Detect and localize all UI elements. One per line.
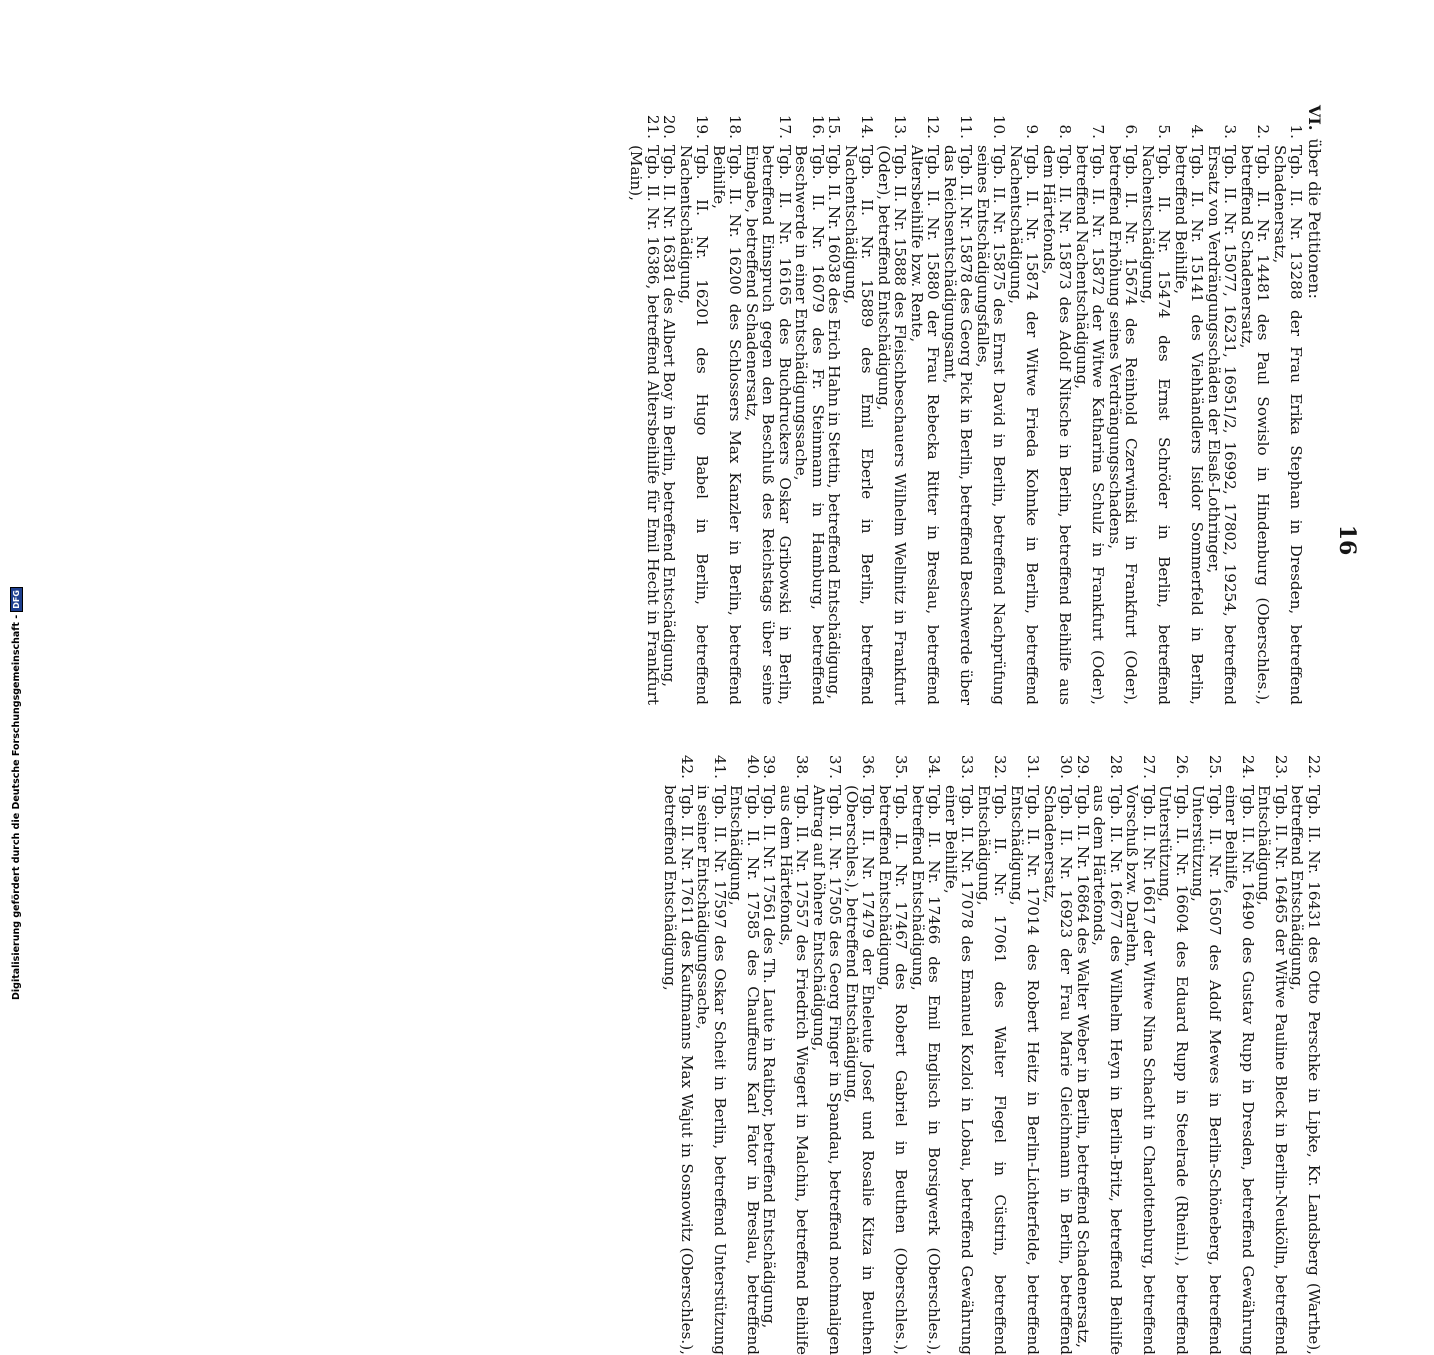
- petition-text: Tgb. II. Nr. 16431 des Otto Perschke in Lipke, Kr. Landsberg (Warthe), betreffend Entschädigung,: [1288, 785, 1323, 1355]
- petition-text: Tgb. II. Nr. 16079 des Fr. Steinmann in Hamburg, betreffend Beschwerde in einer Entschädigungssache,: [792, 145, 827, 705]
- petition-text: Tgb. II. Nr. 14481 des Paul Sowislo in Hindenburg (Oberschles.), betreffend Schadenersatz,: [1238, 145, 1273, 705]
- petition-text: Tgb. II. Nr. 17557 des Friedrich Wiegert in Malchin, betreffend Beihilfe aus dem Härtefonds,: [777, 785, 812, 1355]
- petition-text: Tgb. II. Nr. 17467 des Robert Gabriel in Beuthen (Oberschles.), betreffend Entschädigung,: [876, 785, 911, 1355]
- petition-text: Tgb. II. Nr. 15874 der Witwe Frieda Kohnke in Berlin, betreffend Nachentschädigung,: [1007, 145, 1042, 705]
- petition-entry: [877, 745, 910, 1355]
- petition-entry: [976, 745, 1009, 1355]
- petition-entry: [1223, 745, 1256, 1355]
- petition-text: Tgb. II. Nr. 17014 des Robert Heitz in Berlin-Lichterfelde, betreffend Entschädigung,: [1008, 785, 1043, 1355]
- petition-number: 29.: [1074, 754, 1092, 779]
- petition-text: Tgb. II. Nr. 16465 der Witwe Pauline Bleck in Berlin-Neukölln, betreffend Entschädigung,: [1255, 785, 1290, 1355]
- petition-text: Tgb. II. Nr. 15875 des Ernst David in Berlin, betreffend Nachprüfung seines Entschädigungsfalles,: [974, 145, 1009, 705]
- petition-number: 7.: [1089, 124, 1108, 139]
- petition-entry: [695, 745, 728, 1355]
- petition-number: 13.: [891, 114, 910, 139]
- petition-list-left: [628, 105, 1305, 705]
- petition-number: 16.: [809, 114, 827, 139]
- petition-text: Tgb. II. Nr. 17505 des Georg Finger in Spandau, betreffend nochmaligen Antrag auf höhere Entschädigung,: [810, 785, 845, 1355]
- petition-entry: [1239, 105, 1272, 705]
- petition-text: Tgb. II. Nr. 16201 des Hugo Babel in Berlin, betreffend Nachentschädigung,: [677, 145, 712, 705]
- petition-text: Tgb. II. Nr. 15872 der Witwe Katharina Schulz in Frankfurt (Oder), betreffend Nachentschädigung,: [1073, 145, 1108, 705]
- petition-entry: [1041, 105, 1074, 705]
- petition-entry: [942, 105, 975, 705]
- petition-text: Tgb. II. Nr. 15141 des Viehhändlers Isidor Sommerfeld in Berlin, betreffend Beihilfe,: [1172, 145, 1207, 705]
- petition-text: Tgb. II. Nr. 16038 des Erich Hahn in Stettin, betreffend Entschädigung,: [825, 145, 844, 700]
- petition-text: Tgb. II. Nr. 16507 des Adolf Mewes in Berlin-Schöneberg, betreffend Unterstützung,: [1189, 785, 1224, 1355]
- dfg-logo: DFG: [10, 587, 23, 612]
- petition-number: 37.: [826, 754, 845, 779]
- petition-entry: [711, 105, 744, 705]
- petition-text: Tgb. II. Nr. 17561 des Th. Laute in Ratibor, betreffend Entschädigung,: [760, 785, 779, 1329]
- petition-number: 32.: [991, 754, 1010, 779]
- petition-text: Tgb. II. Nr. 16490 des Gustav Rupp in Dresden, betreffend Gewährung einer Beihilfe,: [1222, 785, 1257, 1355]
- petition-number: 24.: [1239, 754, 1257, 779]
- petition-number: 8.: [1056, 124, 1075, 139]
- petition-number: 26.: [1173, 754, 1191, 779]
- petition-text: Tgb. II. Nr. 15674 des Reinhold Czerwinski in Frankfurt (Oder), betreffend Erhöhung seines Verdrängungsschadens,: [1106, 145, 1141, 705]
- petition-text: Tgb. II. Nr. 15880 der Frau Rebecka Ritter in Breslau, betreffend Altersbeihilfe bzw. Rente,: [908, 145, 943, 705]
- petition-entry: [943, 745, 976, 1355]
- petition-entry: [1009, 745, 1042, 1355]
- petition-entry: [728, 745, 761, 1355]
- petition-number: 42.: [678, 754, 696, 779]
- petition-number: 1.: [1287, 124, 1306, 139]
- petition-entry: [1008, 105, 1041, 705]
- petition-number: 21.: [644, 114, 662, 139]
- petition-number: 3.: [1221, 124, 1240, 139]
- petition-entry: [1272, 105, 1305, 705]
- petition-number: 40.: [744, 754, 762, 779]
- petition-number: 33.: [958, 754, 977, 779]
- petition-text: Tgb. II. Nr. 17466 des Emil Englisch in Borsigwerk (Oberschles.), betreffend Entschädigung,: [909, 785, 944, 1355]
- petition-text: Tgb. II. Nr. 15889 des Emil Eberle in Berlin, betreffend Nachentschädigung,: [842, 145, 877, 705]
- credit-text: Digitalisierung gefördert durch die Deutsche Forschungsgemeinschaft -: [11, 614, 22, 1000]
- petition-entry: [844, 745, 877, 1355]
- petition-entry: [662, 745, 695, 1355]
- petition-number: 14.: [858, 114, 877, 139]
- petition-text: Tgb. II. Nr. 15077, 16231, 16951/2, 16992, 17802, 19254, betreffend Ersatz von Verdrängungsschäden der Elsaß-Lothringer,: [1205, 145, 1240, 705]
- section-title: über die Petitionen:: [1305, 138, 1324, 299]
- petition-entry: [811, 745, 844, 1355]
- petition-text: Tgb. II. Nr. 15873 des Adolf Nitsche in Berlin, betreffend Beihilfe aus dem Härtefonds,: [1040, 145, 1075, 705]
- document-page: [110, 105, 1360, 1355]
- petition-entry: [1206, 105, 1239, 705]
- section-number: VI.: [1305, 105, 1324, 131]
- petition-text: Tgb. II. Nr. 17479 der Eheleute Josef und Rosalie Kitza in Beuthen (Oberschles.), betreffend Entschädigung,: [843, 785, 878, 1355]
- petition-number: 10.: [990, 114, 1009, 139]
- petition-entry: [793, 105, 826, 705]
- petition-text: Tgb. II. Nr. 16200 des Schlossers Max Kanzler in Berlin, betreffend Beihilfe,: [710, 145, 745, 705]
- petition-text: Tgb. II. Nr. 17078 des Emanuel Kozloi in Lobau, betreffend Gewährung einer Beihilfe,: [942, 785, 977, 1355]
- page-number: 16: [1334, 524, 1360, 556]
- petition-text: Tgb. II. Nr. 15474 des Ernst Schröder in Berlin, betreffend Nachentschädigung,: [1139, 145, 1174, 705]
- petition-number: 28.: [1107, 754, 1125, 779]
- petition-number: 12.: [924, 114, 943, 139]
- petition-entry: [1042, 745, 1075, 1355]
- left-column: [628, 105, 1322, 705]
- petition-entry: [909, 105, 942, 705]
- petition-number: 39.: [760, 754, 779, 779]
- petition-text: Tgb. II. Nr. 17061 des Walter Flegel in Cüstrin, betreffend Entschädigung,: [975, 785, 1010, 1355]
- petition-number: 34.: [925, 754, 944, 779]
- petition-number: 15.: [825, 114, 844, 139]
- petition-entry: [1075, 745, 1092, 1355]
- petition-number: 31.: [1024, 754, 1043, 779]
- petition-entry: [1289, 745, 1322, 1355]
- petition-entry: [678, 105, 711, 705]
- petition-text: Tgb. II. Nr. 17597 des Oskar Scheit in Berlin, betreffend Unterstützung in seiner Entschädigungssache,: [694, 785, 729, 1355]
- petition-entry: [910, 745, 943, 1355]
- petition-entry: [1140, 105, 1173, 705]
- petition-entry: [1157, 745, 1190, 1355]
- petition-entry: [1091, 745, 1124, 1355]
- petition-text: Tgb. II. Nr. 16923 der Frau Marie Gleichmann in Berlin, betreffend Schadenersatz,: [1041, 785, 1076, 1355]
- petition-text: Tgb. II. Nr. 17611 des Kaufmanns Max Wajut in Sosnowitz (Oberschles.), betreffend Entschädigung,: [661, 785, 696, 1355]
- petition-number: 2.: [1254, 124, 1273, 139]
- petition-entry: [744, 105, 794, 705]
- petition-number: 19.: [693, 114, 712, 139]
- petition-text: Tgb. II. Nr. 16381 des Albert Boy in Berlin, betreffend Entschädigung,: [660, 145, 679, 688]
- petition-number: 4.: [1188, 124, 1207, 139]
- petition-entry: [1107, 105, 1140, 705]
- petition-number: 38.: [793, 754, 812, 779]
- petition-entry: [1124, 745, 1157, 1355]
- petition-text: Tgb. II. Nr. 16165 des Buchdruckers Oskar Gribowski in Berlin, betreffend Einspruch gegen den Beschluß des Reichstags über seine Eingabe, betreffend Schadenersatz,: [743, 145, 794, 705]
- petition-text: Tgb. II. Nr. 16677 des Wilhelm Heyn in Berlin-Britz, betreffend Beihilfe aus dem Härtefonds,: [1090, 785, 1125, 1355]
- petition-entry: [1190, 745, 1223, 1355]
- petition-number: 25.: [1206, 754, 1224, 779]
- petition-text: Tgb. II. Nr. 16617 der Witwe Nina Schacht in Charlottenburg, betreffend Vorschuß bzw. Darlehn,: [1123, 785, 1158, 1355]
- petition-number: 36.: [859, 754, 878, 779]
- petition-entry: [628, 105, 661, 705]
- petition-entry: [661, 105, 678, 705]
- petition-entry: [1074, 105, 1107, 705]
- petition-entry: [843, 105, 876, 705]
- petition-number: 5.: [1155, 124, 1174, 139]
- petition-entry: [826, 105, 843, 705]
- petition-number: 9.: [1023, 124, 1042, 139]
- petition-entry: [1173, 105, 1206, 705]
- petition-text: Tgb. II. Nr. 13288 der Frau Erika Stephan in Dresden, betreffend Schadenersatz,: [1271, 145, 1306, 705]
- petition-entry: [876, 105, 909, 705]
- petition-number: 11.: [957, 114, 976, 139]
- petition-text: Tgb. II. Nr. 16864 des Walter Weber in Berlin, betreffend Schadenersatz,: [1074, 785, 1092, 1348]
- petition-number: 35.: [892, 754, 911, 779]
- petition-number: 23.: [1272, 754, 1290, 779]
- petition-text: Tgb. II. Nr. 17585 des Chauffeurs Karl Fator in Breslau, betreffend Entschädigung,: [727, 785, 762, 1355]
- petition-text: Tgb. II. Nr. 15888 des Fleischbeschauers Wilhelm Wellnitz in Frankfurt (Oder), betreffend Entschädigung,: [875, 145, 910, 705]
- petition-entry: [778, 745, 811, 1355]
- petition-entry: [1256, 745, 1289, 1355]
- petition-entry: [975, 105, 1008, 705]
- petition-entry: [761, 745, 778, 1355]
- petition-text: Tgb. II. Nr. 16604 des Eduard Rupp in Steelrade (Rheinl.), betreffend Unterstützung,: [1156, 785, 1191, 1355]
- petition-text: Tgb. II. Nr. 15878 des Georg Pick in Berlin, betreffend Beschwerde über das Reichsentschädigungsamt,: [941, 145, 976, 705]
- petition-number: 17.: [776, 114, 794, 139]
- petition-number: 30.: [1057, 754, 1076, 779]
- petition-number: 41.: [711, 754, 729, 779]
- petition-list-right: [662, 745, 1322, 1355]
- section-heading: [1306, 105, 1323, 705]
- petition-number: 6.: [1122, 124, 1141, 139]
- petition-number: 27.: [1140, 754, 1158, 779]
- petition-number: 20.: [660, 114, 679, 139]
- petition-number: 22.: [1305, 754, 1323, 779]
- digitization-credit: [10, 587, 23, 1000]
- petition-number: 18.: [726, 114, 745, 139]
- right-column: [662, 745, 1322, 1355]
- petition-text: Tgb. II. Nr. 16386, betreffend Altersbeihilfe für Emil Hecht in Frankfurt (Main),: [627, 145, 662, 705]
